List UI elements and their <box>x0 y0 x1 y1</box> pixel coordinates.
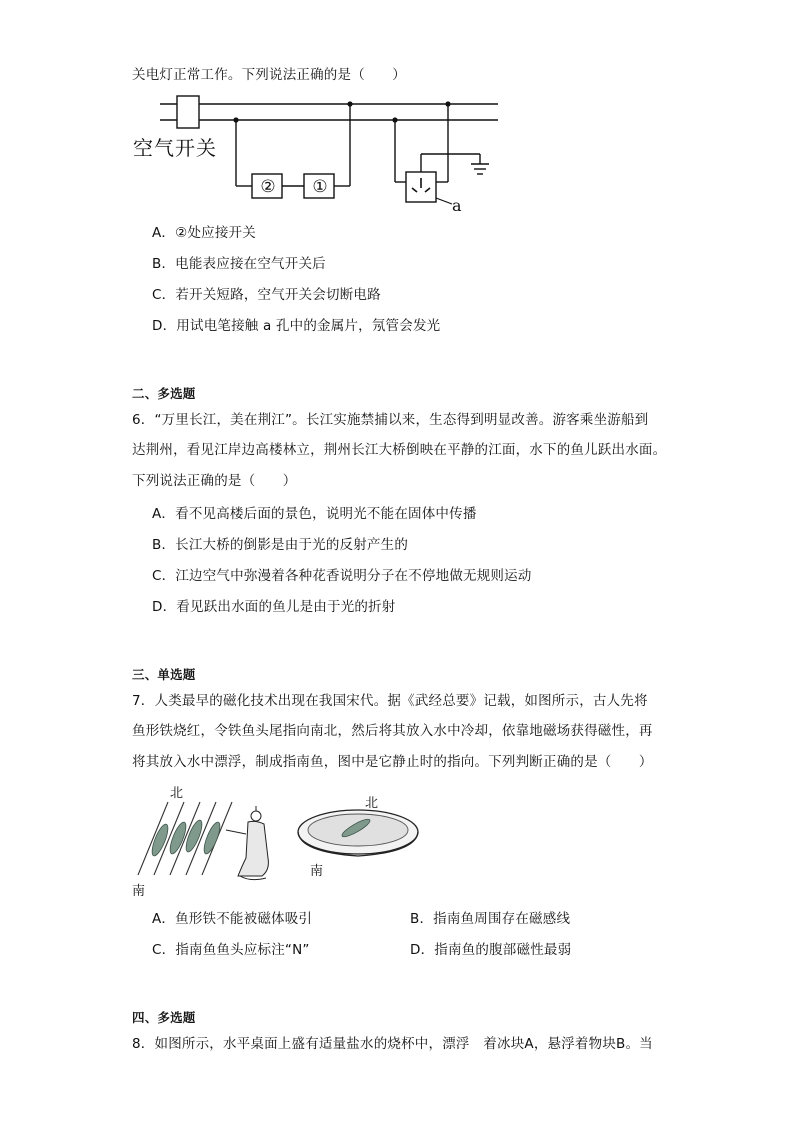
q6-option-b: B．长江大桥的倒影是由于光的反射产生的 <box>152 537 409 553</box>
q6-line-1: 6．“万里长江，美在荆江”。长江实施禁捕以来，生态得到明显改善。游客乘坐游船到 <box>132 412 649 428</box>
q5-option-d: D．用试电笔接触 a 孔中的金属片，氖管会发光 <box>152 318 441 334</box>
air-switch-label: 空气开关 <box>133 136 217 160</box>
box-2-label: ② <box>260 177 276 197</box>
q7-option-c: C．指南鱼鱼头应标注“N” <box>152 942 310 958</box>
circuit-diagram <box>130 92 510 222</box>
q6-option-c: C．江边空气中弥漫着各种花香说明分子在不停地做无规则运动 <box>152 568 532 584</box>
section-3-title: 三、单选题 <box>132 667 196 682</box>
q6-option-a: A．看不见高楼后面的景色，说明光不能在固体中传播 <box>152 506 477 522</box>
north-left-label: 北 <box>170 786 184 801</box>
q6-line-2: 达荆州，看见江岸边高楼林立，荆州长江大桥倒映在平静的江面，水下的鱼儿跃出水面。 <box>132 442 667 458</box>
north-right-label: 北 <box>365 796 379 811</box>
section-4-title: 四、多选题 <box>132 1010 196 1025</box>
q5-option-a: A．②处应接开关 <box>152 225 256 241</box>
air-switch-box <box>177 96 199 128</box>
south-left-label: 南 <box>132 884 146 899</box>
q6-option-d: D．看见跃出水面的鱼儿是由于光的折射 <box>152 599 396 615</box>
point-a-label: a <box>452 196 462 215</box>
q5-option-c: C．若开关短路，空气开关会切断电路 <box>152 287 381 303</box>
q7-line-3: 将其放入水中漂浮，制成指南鱼，图中是它静止时的指向。下列判断正确的是（ ） <box>132 754 653 770</box>
box-1-label: ① <box>312 177 328 197</box>
q6-line-3: 下列说法正确的是（ ） <box>132 473 297 489</box>
section-2-title: 二、多选题 <box>132 386 196 401</box>
q8-line-1: 8．如图所示，水平桌面上盛有适量盐水的烧杯中，漂浮 着冰块A，悬浮着物块B。当 <box>132 1036 653 1052</box>
q7-option-a: A．鱼形铁不能被磁体吸引 <box>152 911 313 927</box>
q5-stem-tail: 关电灯正常工作。下列说法正确的是（ ） <box>132 67 406 83</box>
q7-option-b: B．指南鱼周围存在磁感线 <box>410 911 571 927</box>
q7-line-2: 鱼形铁烧红，令铁鱼头尾指向南北，然后将其放入水中冷却，依靠地磁场获得磁性，再 <box>132 723 653 739</box>
south-right-label: 南 <box>310 864 324 879</box>
q7-option-d: D．指南鱼的腹部磁性最弱 <box>410 942 572 958</box>
compass-fish-figure <box>130 780 430 898</box>
person-figure <box>226 806 268 880</box>
q7-line-1: 7．人类最早的磁化技术出现在我国宋代。据《武经总要》记载，如图所示，古人先将 <box>132 693 648 709</box>
q5-option-b: B．电能表应接在空气开关后 <box>152 256 326 272</box>
